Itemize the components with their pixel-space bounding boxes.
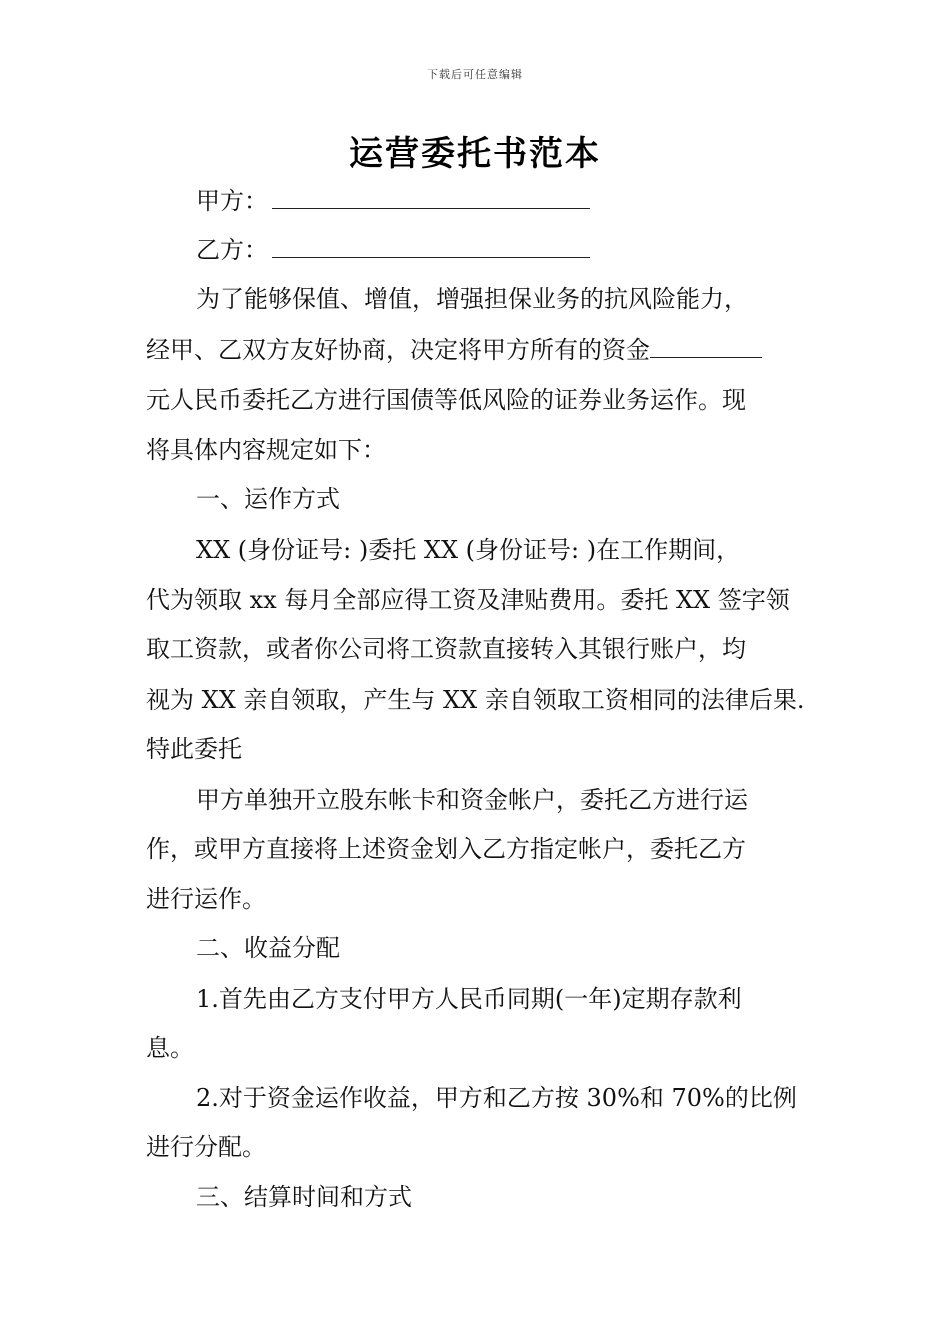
party-a-label: 甲方：: [196, 187, 268, 215]
header-note: 下载后可任意编辑: [427, 68, 523, 81]
page-title: 运营委托书范本: [349, 134, 601, 174]
party-a-line: [196, 184, 860, 217]
section-heading: 三、结算时间和方式: [196, 1183, 412, 1211]
section-heading: 二、收益分配: [196, 934, 340, 962]
paragraph-line: 为了能够保值、增值，增强担保业务的抗风险能力，: [196, 285, 748, 313]
section-heading: 一、运作方式: [196, 485, 340, 513]
paragraph-line: 1.首先由乙方支付甲方人民币同期(一年)定期存款利: [196, 985, 742, 1013]
paragraph-line: 代为领取 xx 每月全部应得工资及津贴费用。委托 XX 签字领: [146, 586, 790, 614]
paragraph-line: XX (身份证号: )委托 XX (身份证号: )在工作期间，: [196, 536, 741, 564]
paragraph-line: 视为 XX 亲自领取，产生与 XX 亲自领取工资相同的法律后果.: [146, 686, 805, 714]
paragraph-line: 特此委托: [146, 735, 242, 763]
paragraph-line: 元人民币委托乙方进行国债等低风险的证券业务运作。现: [146, 386, 746, 414]
paragraph-line: 息。: [146, 1034, 194, 1062]
paragraph-line: 进行分配。: [146, 1133, 266, 1161]
paragraph-line: 取工资款，或者你公司将工资款直接转入其银行账户，均: [146, 635, 746, 663]
party-b-blank: [272, 233, 590, 258]
party-b-label: 乙方：: [196, 236, 268, 264]
paragraph-text: 经甲、乙双方友好协商，决定将甲方所有的资金: [146, 336, 650, 364]
party-a-blank: [272, 184, 590, 209]
paragraph-line: 甲方单独开立股东帐卡和资金帐户，委托乙方进行运: [196, 786, 748, 814]
paragraph-line: [146, 334, 810, 366]
paragraph-line: 将具体内容规定如下：: [146, 436, 386, 464]
amount-blank: [650, 335, 762, 358]
paragraph-line: 2.对于资金运作收益，甲方和乙方按 30%和 70%的比例: [196, 1084, 797, 1112]
paragraph-line: 作，或甲方直接将上述资金划入乙方指定帐户，委托乙方: [146, 835, 746, 863]
paragraph-line: 进行运作。: [146, 885, 266, 913]
party-b-line: [196, 233, 860, 266]
